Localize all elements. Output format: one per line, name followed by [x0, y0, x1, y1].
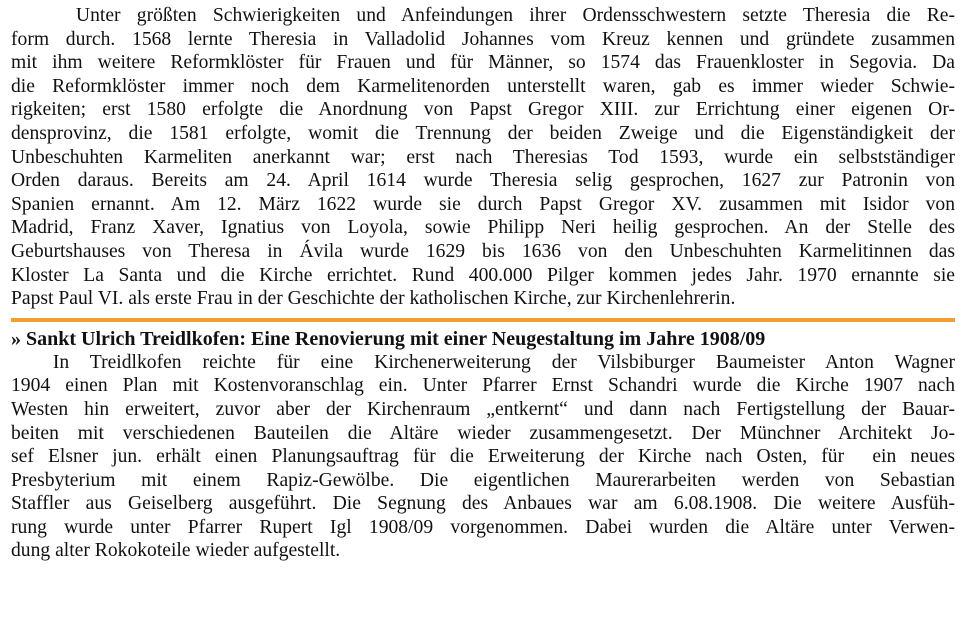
text-line: densprovinz, die 1581 erfolgte, womit die Trennung der beiden Zweige und die Eigenständigkeit der	[11, 122, 955, 144]
text-line: Madrid, Franz Xaver, Ignatius von Loyola, sowie Philipp Neri heilig gesprochen. An der Stelle des	[11, 217, 955, 239]
text-line: Kloster La Santa und die Kirche errichtet. Rund 400.000 Pilger kommen jedes Jahr. 1970 ernannte sie	[11, 264, 955, 286]
text-line: Presbyterium mit einem Rapiz-Gewölbe. Die eigentlichen Maurerarbeiten werden von Sebastian	[11, 469, 955, 491]
text-line: dung alter Rokokoteile wieder aufgestellt.	[11, 540, 341, 562]
section-heading: » Sankt Ulrich Treidlkofen: Eine Renovierung mit einer Neugestaltung im Jahre 1908/09	[11, 327, 766, 350]
text-line: rung wurde unter Pfarrer Rupert Igl 1908/09 vorgenommen. Dabei wurden die Altäre unter Verwen-	[11, 516, 955, 538]
text-line: sef Elsner jun. erhält einen Planungsauftrag für die Erweiterung der Kirche nach Osten, für ein neues	[11, 446, 955, 468]
paragraph-treidlkofen	[11, 351, 955, 563]
text-line: Westen hin erweitert, zuvor aber der Kirchenraum „entkernt“ und dann nach Fertigstellung der Bauar-	[11, 398, 955, 420]
text-line: Unter größten Schwierigkeiten und Anfeindungen ihrer Ordensschwestern setzte Theresia die Re-	[11, 5, 955, 26]
text-line: Orden daraus. Bereits am 24. April 1614 wurde Theresia selig gesprochen, 1627 zur Patronin von	[11, 170, 955, 192]
text-line: Geburtshauses von Theresa in Ávila wurde 1629 bis 1636 von den Unbeschuhten Karmelitinnen das	[11, 240, 955, 262]
paragraph-theresia	[11, 4, 955, 311]
text-line: form durch. 1568 lernte Theresia in Valladolid Johannes vom Kreuz kennen und gründete zusammen	[11, 28, 955, 50]
text-line: 1904 einen Plan mit Kostenvoranschlag ein. Unter Pfarrer Ernst Schandri wurde die Kirche 1907 nach	[11, 375, 955, 397]
text-line: In Treidlkofen reichte für eine Kirchenerweiterung der Vilsbiburger Baumeister Anton Wagner	[11, 351, 955, 373]
text-line: die Reformklöster immer noch dem Karmelitenorden unterstellt waren, gab es immer wieder Schwie-	[11, 75, 955, 97]
text-line: beiten mit verschiedenen Bauteilen die Altäre wieder zusammengesetzt. Der Münchner Architekt Jo-	[11, 422, 955, 444]
section-divider	[11, 318, 955, 322]
text-line: Spanien ernannt. Am 12. März 1622 wurde sie durch Papst Gregor XV. zusammen mit Isidor von	[11, 193, 955, 215]
text-line: rigkeiten; erst 1580 erfolgte die Anordnung von Papst Gregor XIII. zur Errichtung einer eigenen Or-	[11, 99, 955, 121]
text-line: Papst Paul VI. als erste Frau in der Geschichte der katholischen Kirche, zur Kirchenlehrerin.	[11, 288, 736, 310]
text-line: Staffler aus Geiselberg ausgeführt. Die Segnung des Anbaues war am 6.08.1908. Die weitere Ausfüh-	[11, 493, 955, 515]
text-line: Unbeschuhten Karmeliten anerkannt war; erst nach Theresias Tod 1593, wurde ein selbstständiger	[11, 146, 955, 168]
text-line: mit ihm weitere Reformklöster für Frauen und für Männer, so 1574 das Frauenkloster in Segovia. Da	[11, 52, 955, 74]
